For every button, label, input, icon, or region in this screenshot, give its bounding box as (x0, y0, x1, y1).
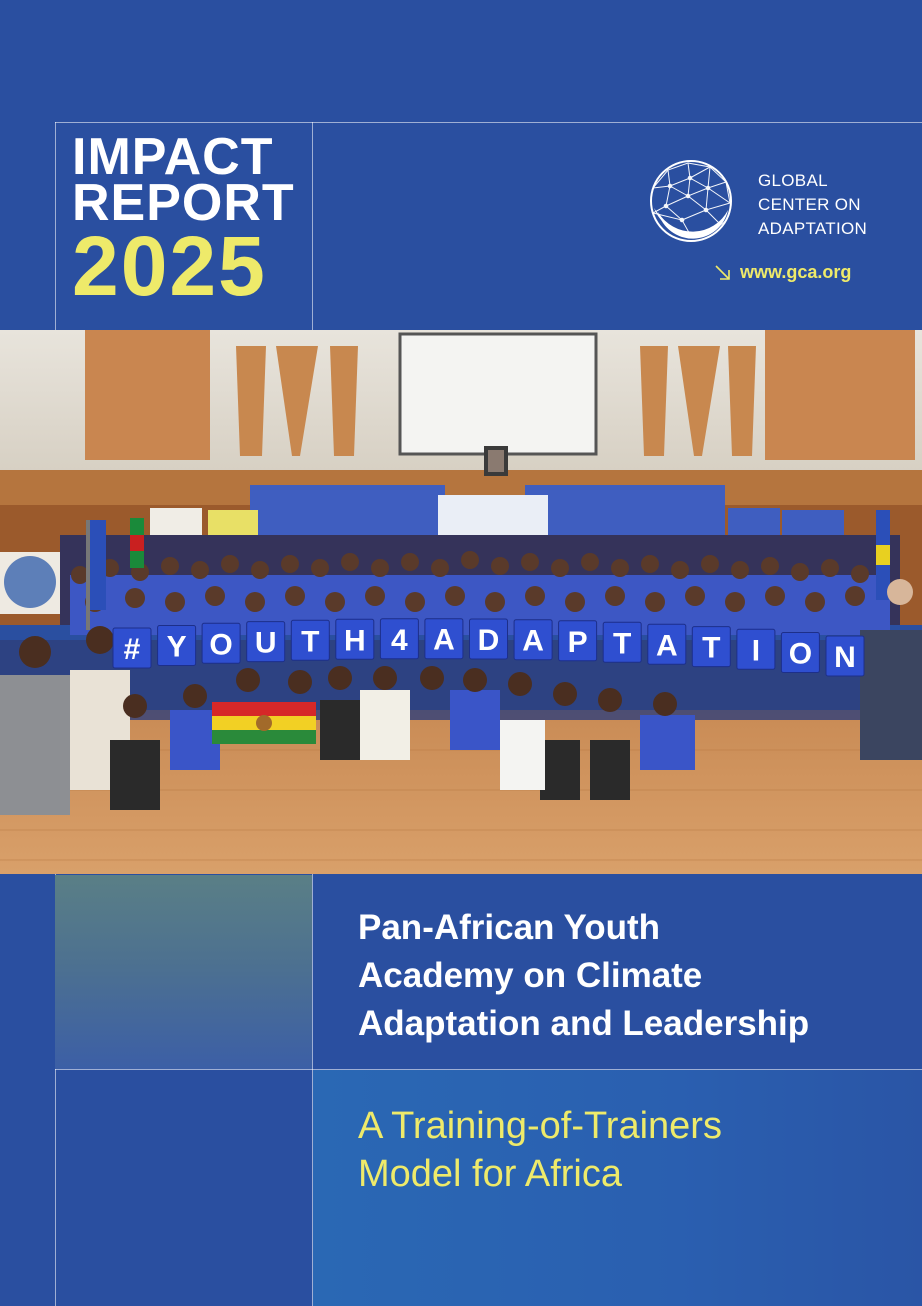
sign-letter: I (751, 634, 761, 668)
sign-card (737, 629, 775, 669)
frame-line-top (55, 122, 922, 123)
sign-letter: 4 (391, 623, 408, 657)
title-line-report: REPORT (72, 174, 295, 232)
sign-letter: A (522, 624, 544, 658)
sign-letter: A (655, 629, 678, 663)
sign-card (692, 627, 730, 667)
org-name-line1: GLOBAL (758, 171, 828, 190)
report-subtitle (358, 1102, 722, 1198)
sign-letter: Y (166, 630, 187, 664)
sign-card (247, 622, 285, 662)
subtitle-line1: A Training-of-Trainers (358, 1105, 722, 1147)
gradient-accent-box (55, 875, 312, 1069)
frame-line-divider (312, 122, 313, 330)
sign-card (291, 620, 329, 660)
website-url: www.gca.org (740, 262, 852, 282)
sign-letter: N (834, 641, 856, 674)
sign-letter: O (788, 637, 813, 671)
sign-card (158, 626, 196, 666)
sign-card (470, 619, 508, 659)
report-title (72, 128, 295, 313)
sign-card (380, 619, 418, 659)
sign-letter: T (301, 625, 320, 659)
headline-line2: Academy on Climate (358, 956, 703, 995)
sign-card (514, 620, 552, 660)
subtitle-line2: Model for Africa (358, 1153, 622, 1195)
arrow-down-right-icon (714, 264, 732, 282)
sign-letter: P (567, 625, 588, 659)
sign-letter: H (343, 624, 366, 658)
sign-letter: A (433, 623, 455, 657)
sign-card (202, 623, 240, 663)
sign-card (113, 628, 151, 668)
org-name-line2: CENTER ON (758, 195, 861, 214)
group-photo-illustration (0, 330, 922, 874)
sign-card (826, 636, 864, 676)
website-link[interactable] (714, 262, 851, 283)
sign-card (425, 619, 463, 659)
title-line-impact: IMPACT (72, 128, 274, 186)
geodesic-globe-icon (648, 158, 734, 244)
organization-name (758, 169, 867, 241)
org-name-line3: ADAPTATION (758, 219, 868, 238)
sign-card (336, 619, 374, 659)
headline-line3: Adaptation and Leadership (358, 1004, 810, 1043)
sign-card (781, 633, 819, 673)
sign-letter: T (613, 627, 632, 661)
report-headline (358, 904, 809, 1048)
sign-card (559, 621, 597, 661)
sign-letter: U (254, 626, 277, 660)
sign-letter: T (702, 631, 721, 665)
sign-letter: D (477, 624, 500, 657)
sign-card (603, 622, 641, 662)
sign-card (648, 624, 686, 664)
sign-letter: O (209, 628, 233, 662)
headline-line1: Pan-African Youth (358, 908, 661, 947)
group-photo (0, 330, 922, 874)
frame-line-left (55, 122, 56, 330)
title-year: 2025 (72, 219, 267, 313)
sign-letter: # (123, 633, 141, 666)
